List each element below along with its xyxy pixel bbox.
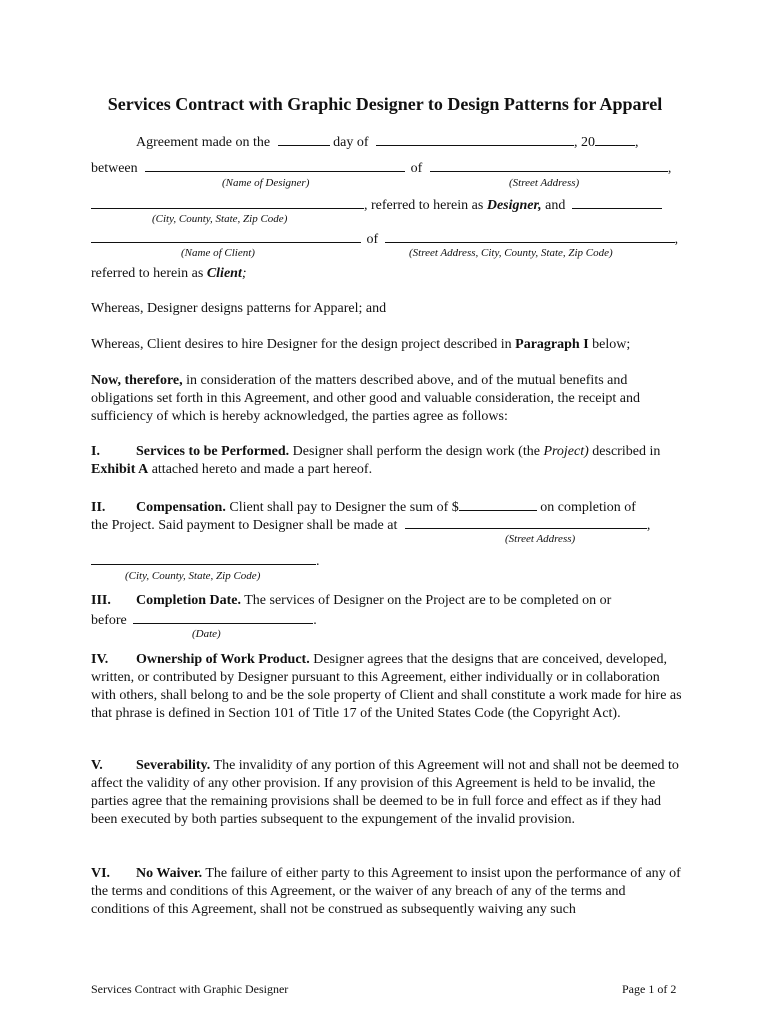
whereas-paragraph-2: Whereas, Client desires to hire Designer for the design project described in Paragraph I below; xyxy=(91,337,631,352)
section-heading: Compensation. xyxy=(136,500,226,515)
client-name-blank[interactable] xyxy=(91,229,361,243)
client-line: of , xyxy=(91,229,678,249)
designer-name-blank[interactable] xyxy=(145,158,405,172)
year-blank[interactable] xyxy=(595,132,635,146)
caption-date: (Date) xyxy=(192,628,221,640)
now-therefore-paragraph: Now, therefore, in consideration of the matters described above, and of the mutual benefits and obligations set forth in this Agreement, and other good and valuable consideration, the receipt and sufficiency of which is hereby acknowledged, the parties agree as follows: xyxy=(91,373,640,424)
client-defined-line: referred to herein as Client; xyxy=(91,266,247,281)
client-address-blank[interactable] xyxy=(385,229,675,243)
between-text: between xyxy=(91,161,138,176)
payment-street-blank[interactable] xyxy=(405,515,647,529)
caption-street-address: (Street Address) xyxy=(509,177,580,189)
section-heading: Services to be Performed. xyxy=(136,444,290,459)
caption-payment-street: (Street Address) xyxy=(505,533,576,545)
section-no-waiver: VI. No Waiver. The failure of either party to this Agreement to insist upon the performance of any of the terms and conditions of this Agreement, or the waiver of any breach of any of the terms and conditions of this Agreement, shall not be construed as subsequently waiving any such xyxy=(91,866,681,917)
whereas-paragraph-1: Whereas, Designer designs patterns for Apparel; and xyxy=(91,301,387,316)
section-compensation: II. Compensation. Client shall pay to Designer the sum of $ on completion of xyxy=(91,497,636,517)
designer-street-blank[interactable] xyxy=(430,158,668,172)
section-services: I. Services to be Performed. Designer shall perform the design work (the Project) described in Exhibit A attached hereto and made a part hereof. xyxy=(91,444,661,477)
between-line: between of , xyxy=(91,158,671,178)
day-blank[interactable] xyxy=(278,132,330,146)
designer-defined-term: Designer, xyxy=(486,198,542,213)
compensation-amount-blank[interactable] xyxy=(459,497,537,511)
payment-city-blank[interactable] xyxy=(91,551,316,565)
section-heading: Ownership of Work Product. xyxy=(136,652,310,667)
day-of-text: day of xyxy=(333,135,369,150)
payment-address-line: the Project. Said payment to Designer shall be made at , xyxy=(91,515,650,535)
payment-city-line: . xyxy=(91,551,320,571)
section-number: VI. xyxy=(91,866,111,881)
section-ownership: IV. Ownership of Work Product. Designer agrees that the designs that are conceived, developed, written, or contributed by Designer pursuant to this Agreement, either individually or in collaboration with others, shall belong to and be the sole property of Client and shall constitute a work made for hire as that phrase is defined in Section 101 of Title 17 of the United States Code (the Copyright Act). xyxy=(91,652,682,721)
year-prefix-text: , 20 xyxy=(574,135,596,150)
agreement-date-line: Agreement made on the day of , 20 , xyxy=(136,132,639,152)
footer-page-number: Page 1 of 2 xyxy=(622,982,677,996)
section-number: IV. xyxy=(91,652,109,667)
section-number: III. xyxy=(91,593,111,608)
caption-name-of-client: (Name of Client) xyxy=(181,247,255,259)
agreement-made-text: Agreement made on the xyxy=(136,135,271,150)
client-prefix-blank[interactable] xyxy=(572,195,662,209)
footer-document-name: Services Contract with Graphic Designer xyxy=(91,982,289,996)
caption-city-county: (City, County, State, Zip Code) xyxy=(152,213,288,225)
section-severability: V. Severability. The invalidity of any portion of this Agreement will not and shall not be deemed to affect the validity of any other provision. If any provision of this Agreement is held to be invalid, the parties agree that the remaining provisions shall be deemed to be in full force and effect as if they had been executed by both parties subsequent to the expungement of the invalid provision. xyxy=(91,758,679,827)
client-defined-term: Client xyxy=(206,266,242,281)
document-title: Services Contract with Graphic Designer to Design Patterns for Apparel xyxy=(107,94,663,114)
completion-date-blank[interactable] xyxy=(133,610,313,624)
caption-name-of-designer: (Name of Designer) xyxy=(222,177,310,189)
caption-payment-city: (City, County, State, Zip Code) xyxy=(125,570,261,582)
caption-client-address: (Street Address, City, County, State, Zip Code) xyxy=(409,247,613,259)
section-number: II. xyxy=(91,500,106,515)
section-number: V. xyxy=(91,758,103,773)
month-blank[interactable] xyxy=(376,132,574,146)
section-heading: Completion Date. xyxy=(136,593,241,608)
section-heading: Severability. xyxy=(136,758,211,773)
designer-city-blank[interactable] xyxy=(91,195,364,209)
completion-before-line: before . xyxy=(91,610,317,630)
section-number: I. xyxy=(91,444,100,459)
designer-city-line: , referred to herein as Designer, and xyxy=(91,195,662,215)
of-text: of xyxy=(410,161,423,176)
section-heading: No Waiver. xyxy=(136,866,203,881)
section-completion-date: III. Completion Date. The services of Designer on the Project are to be completed on or xyxy=(91,593,612,608)
